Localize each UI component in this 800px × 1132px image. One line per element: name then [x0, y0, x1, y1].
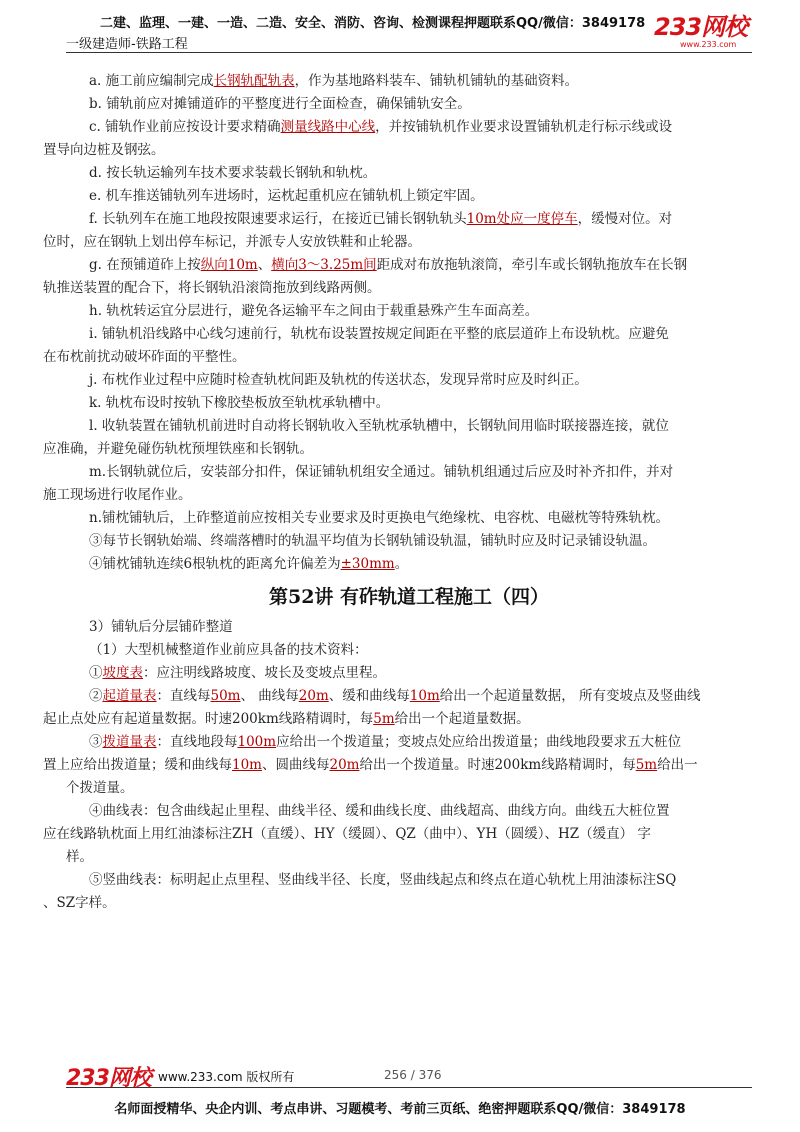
paragraph — [43, 800, 752, 869]
paragraph-line — [66, 616, 752, 639]
rail-laying-steps — [43, 70, 752, 576]
paragraph-line — [66, 461, 752, 484]
key-term: 20m — [298, 688, 329, 704]
text-run: m.长钢轨就位后，安装部分扣件，保证铺轨机组安全通过。铺轨机组通过后应及时补齐扣件，并对 — [89, 464, 674, 480]
key-term: 测量线路中心线 — [280, 119, 376, 135]
paragraph-line — [66, 639, 752, 662]
key-term: 10m — [232, 757, 262, 773]
paragraph-line — [66, 392, 752, 415]
text-run: g. 在预铺道砟上按 — [89, 257, 201, 273]
paragraph-line — [66, 208, 752, 231]
text-run: ① — [89, 665, 103, 681]
paragraph — [66, 300, 752, 323]
text-run: ④曲线表：包含曲线起止里程、曲线半径、缓和曲线长度、曲线超高、曲线方向。曲线五大桩位置 — [89, 803, 670, 819]
paragraph-line — [66, 662, 752, 685]
header-logo[interactable] — [654, 14, 750, 54]
text-run: k. 轨枕布设时按轨下橡胶垫板放至轨枕承轨槽中。 — [89, 395, 390, 411]
paragraph — [43, 116, 752, 162]
text-run: i. 铺轨机沿线路中心线匀速前行，轨枕布设装置按规定间距在平整的底层道砟上布设轨枕。应避免 — [89, 326, 669, 342]
paragraph — [66, 369, 752, 392]
paragraph — [43, 461, 752, 507]
key-term: 起道量表 — [102, 688, 157, 704]
text-run: c. 铺轨作业前应按设计要求精确 — [89, 119, 281, 135]
text-run: 给出一个起道量数据， 所有变坡点及竖曲线 — [439, 688, 701, 704]
text-run: 给出一个起道量数据。 — [394, 711, 530, 727]
text-run: ：应注明线路坡度、坡长及变坡点里程。 — [143, 665, 386, 681]
text-run: ，并按铺轨机作业要求设置铺轨机走行标示线或设 — [375, 119, 673, 135]
key-term: 5m — [635, 757, 658, 773]
paragraph — [66, 93, 752, 116]
key-term: 10m处应一度停车 — [466, 211, 578, 227]
paragraph-line — [66, 70, 752, 93]
key-term: 100m — [237, 734, 277, 750]
logo-text: 233网校 — [654, 13, 748, 41]
key-term: 10m — [409, 688, 440, 704]
text-run: 给出一个拨道量。时速200km线路精调时，每 — [359, 757, 636, 773]
key-term: 50m — [210, 688, 241, 704]
text-run: ③ — [89, 734, 103, 750]
paragraph — [43, 208, 752, 254]
document-body — [43, 70, 752, 915]
paragraph — [43, 415, 752, 461]
paragraph-line: 位时，应在钢轨上划出停车标记，并派专人安放铁鞋和止轮器。 — [43, 234, 421, 250]
paragraph — [43, 869, 752, 915]
paragraph-line: 在布枕前扰动破坏砟面的平整性。 — [43, 349, 246, 365]
footer-copyright: www.233.com 版权所有 — [158, 1070, 295, 1084]
paragraph-line: 应在线路轨枕面上用红油漆标注ZH（直缓）、HY（缓圆）、QZ（曲中）、YH（圆缓）、HZ（缓直） 字 — [43, 826, 651, 842]
text-run: ，缓慢对位。对 — [577, 211, 673, 227]
paragraph-line — [66, 507, 752, 530]
paragraph — [66, 70, 752, 93]
paragraph-line: 轨推送装置的配合下，将长钢轨沿滚筒拖放到线路两侧。 — [43, 280, 381, 296]
paragraph-line — [66, 869, 752, 892]
paragraph-line — [66, 254, 752, 277]
paragraph-line — [43, 708, 752, 731]
text-run: 、缓和曲线每 — [328, 688, 410, 704]
text-run: 3）铺轨后分层铺砟整道 — [89, 619, 233, 635]
paragraph — [66, 553, 752, 576]
header-promo: 二建、监理、一建、一造、二造、安全、消防、咨询、检测课程押题联系QQ/微信：3849178 — [100, 16, 646, 31]
header-rule — [66, 52, 752, 53]
paragraph — [66, 616, 752, 639]
paragraph-line — [66, 530, 752, 553]
paragraph-line — [66, 685, 752, 708]
paragraph-line — [66, 300, 752, 323]
text-run: 距成对布放拖轨滚筒，牵引车或长钢轨拖放车在长钢 — [376, 257, 688, 273]
text-run: j. 布枕作业过程中应随时检查轨枕间距及轨枕的传送状态，发现异常时应及时纠正。 — [89, 372, 588, 388]
text-run: ④铺枕铺轨连续6根轨枕的距离允许偏差为 — [89, 556, 341, 572]
key-term: 坡度表 — [102, 665, 143, 681]
text-run: h. 轨枕转运宜分层进行，避免各运输平车之间由于载重悬殊产生车面高差。 — [89, 303, 539, 319]
text-run: l. 收轨装置在铺轨机前进时自动将长钢轨收入至轨枕承轨槽中，长钢轨间用临时联接器连接，就位 — [89, 418, 669, 434]
paragraph — [43, 731, 752, 800]
footer-logo[interactable]: 233网校 — [66, 1066, 151, 1091]
text-run: 、 曲线每 — [240, 688, 299, 704]
paragraph-line — [66, 323, 752, 346]
text-run: e. 机车推送铺轨列车进场时，运枕起重机应在铺轨机上锁定牢固。 — [89, 188, 484, 204]
key-term: 横向3～3.25m间 — [271, 257, 377, 273]
paragraph — [66, 530, 752, 553]
paragraph-line — [66, 415, 752, 438]
paragraph-line — [66, 553, 752, 576]
paragraph-line: 样。 — [66, 849, 93, 865]
paragraph — [66, 507, 752, 530]
paragraph-line — [43, 754, 752, 777]
ballast-tamping-section — [43, 616, 752, 915]
paragraph-line — [66, 116, 752, 139]
text-run: ，作为基地路料装车、铺轨机铺轨的基础资料。 — [294, 73, 579, 89]
paragraph — [66, 662, 752, 685]
paragraph-line: 置导向边桩及钢弦。 — [43, 142, 165, 158]
key-term: 纵向10m — [200, 257, 258, 273]
paragraph-line: 应准确，并避免碰伤轨枕预埋铁座和长钢轨。 — [43, 441, 313, 457]
paragraph — [66, 639, 752, 662]
text-run: a. 施工前应编制完成 — [89, 73, 214, 89]
key-term: 20m — [329, 757, 360, 773]
paragraph-line — [66, 162, 752, 185]
paragraph — [66, 185, 752, 208]
paragraph-line: 、SZ字样。 — [43, 895, 116, 911]
text-run: 、 — [257, 257, 272, 273]
text-run: b. 铺轨前应对摊铺道砟的平整度进行全面检查，确保铺轨安全。 — [89, 96, 471, 112]
text-run: n.铺枕铺轨后，上砟整道前应按相关专业要求及时更换电气绝缘枕、电容枕、电磁枕等特殊轨枕。 — [89, 510, 669, 526]
paragraph-line: 施工现场进行收尾作业。 — [43, 487, 192, 503]
paragraph-line — [66, 369, 752, 392]
text-run: ：直线每 — [156, 688, 211, 704]
text-run: 。 — [394, 556, 409, 572]
footer-promo: 名师面授精华、央企内训、考点串讲、习题模考、考前三页纸、绝密押题联系QQ/微信：3849178 — [114, 1102, 686, 1117]
paragraph-line — [66, 93, 752, 116]
key-term: 5m — [373, 711, 395, 727]
paragraph — [43, 254, 752, 300]
logo-url: www.233.com — [680, 40, 737, 49]
text-run: 起止点处应有起道量数据。时速200km线路精调时，每 — [43, 711, 374, 727]
text-run: ⑤竖曲线表：标明起止点里程、竖曲线半径、长度，竖曲线起点和终点在道心轨枕上用油漆标注SQ — [89, 872, 677, 888]
text-run: f. 长轨列车在施工地段按限速要求运行，在接近已铺长钢轨轨头 — [89, 211, 467, 227]
page-number: 256 / 376 — [384, 1068, 442, 1082]
paragraph-line — [66, 800, 752, 823]
paragraph-line — [66, 731, 752, 754]
paragraph-line — [66, 185, 752, 208]
text-run: 给出一 — [657, 757, 698, 773]
paragraph-line: 个拨道量。 — [66, 780, 134, 796]
paragraph — [43, 685, 752, 731]
paragraph — [66, 392, 752, 415]
text-run: ：直线地段每 — [156, 734, 238, 750]
text-run: d. 按长轨运输列车技术要求装载长钢轨和轨枕。 — [89, 165, 377, 181]
section-title: 第52讲 有砟轨道工程施工（四） — [268, 586, 550, 608]
text-run: 置上应给出拨道量；缓和曲线每 — [43, 757, 232, 773]
text-run: 、圆曲线每 — [261, 757, 330, 773]
paragraph — [66, 162, 752, 185]
text-run: （1）大型机械整道作业前应具备的技术资料： — [89, 642, 368, 658]
text-run: ③每节长钢轨始端、终端落槽时的轨温平均值为长钢轨铺设轨温，铺轨时应及时记录铺设轨温。 — [89, 533, 656, 549]
header-subtitle: 一级建造师-铁路工程 — [66, 37, 188, 52]
key-term: ±30mm — [340, 556, 395, 572]
key-term: 拨道量表 — [102, 734, 157, 750]
text-run: ② — [89, 688, 103, 704]
paragraph — [43, 323, 752, 369]
text-run: 应给出一个拨道量；变坡点处应给出拨道量；曲线地段要求五大桩位 — [276, 734, 682, 750]
footer-rule — [66, 1087, 752, 1088]
key-term: 长钢轨配轨表 — [213, 73, 295, 89]
